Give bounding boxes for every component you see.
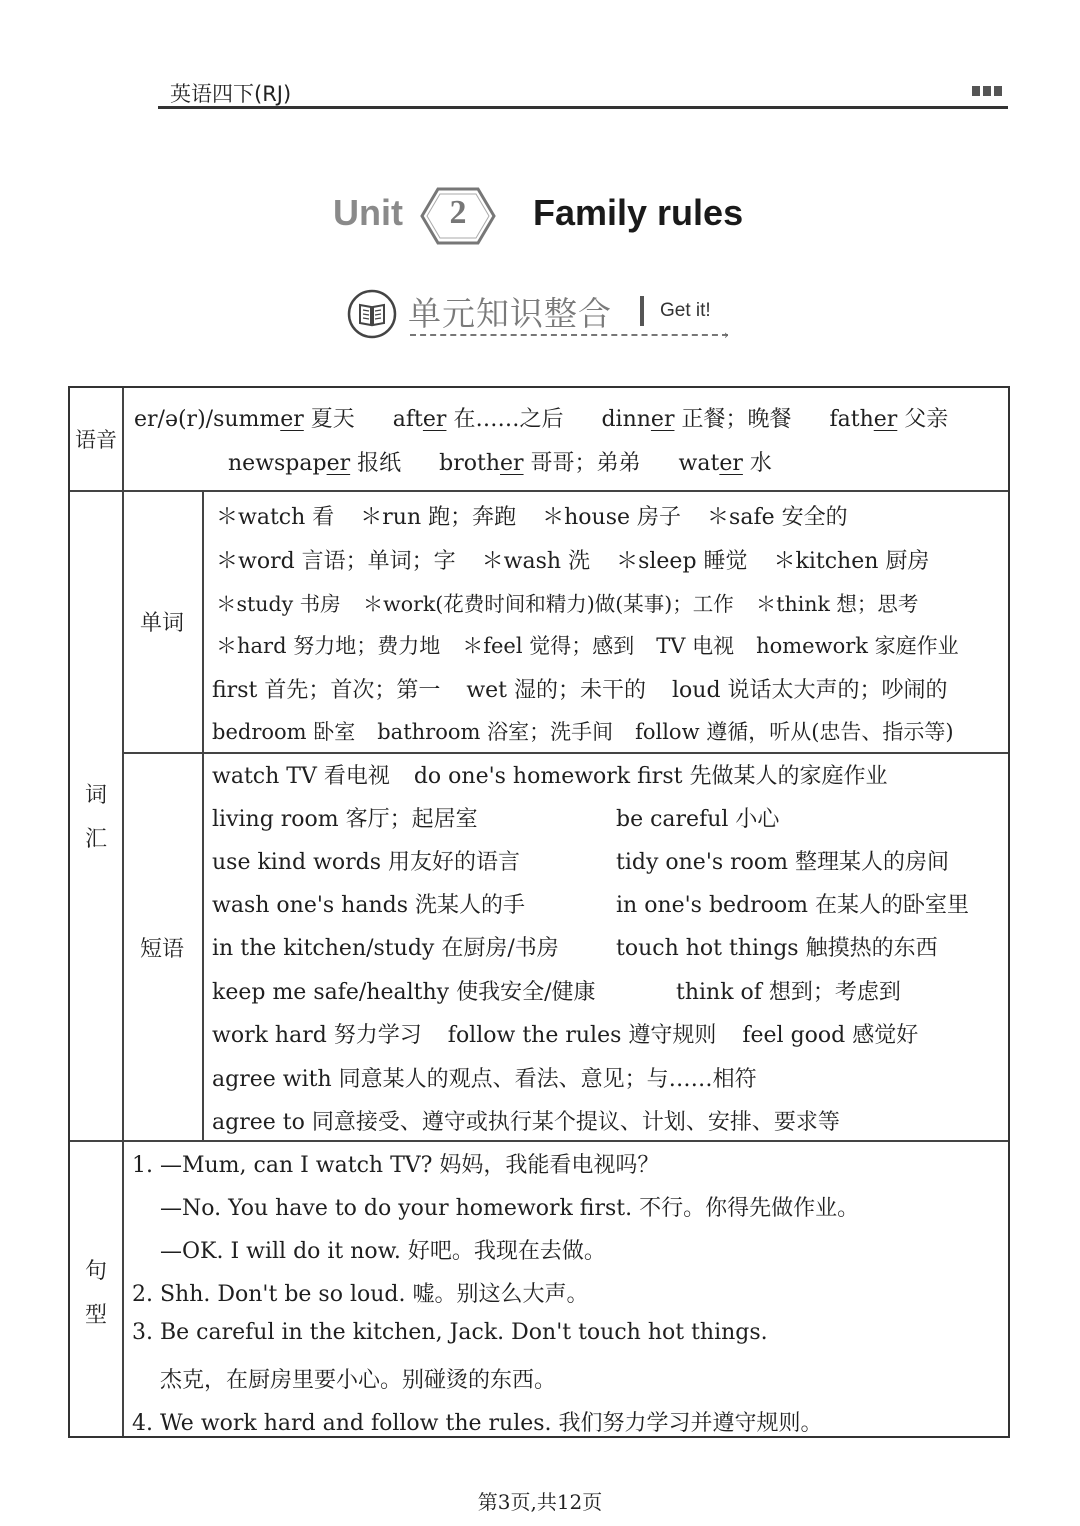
sentence-line: 3. Be careful in the kitchen, Jack. Don't touch hot things. [132,1320,768,1345]
section-title: 单元知识整合 [408,294,612,333]
phrases-line: work hard 努力学习 follow the rules 遵守规则 feel good 感觉好 [212,1023,919,1048]
words-line: ＊word 言语；单词；字 ＊wash 洗 ＊sleep 睡觉 ＊kitchen 厨房 [216,549,930,574]
unit-label: Unit [333,192,403,233]
vocabulary-label-top: 词 [84,783,107,808]
words-line: ＊study 书房 ＊work(花费时间和精力)做(某事)；工作 ＊think 想；思考 [216,592,919,616]
pron-item: after 在……之后 [392,407,564,432]
phrases-line: in one's bedroom 在某人的卧室里 [616,893,970,918]
phrases-line: agree to 同意接受、遵守或执行某个提议、计划、安排、要求等 [212,1110,840,1135]
table-divider [122,388,124,1436]
open-book-icon [346,288,398,340]
words-line: ＊hard 努力地；费力地 ＊feel 觉得；感到 TV 电视 homework 家庭作业 [216,634,959,658]
phrases-line: tidy one's room 整理某人的房间 [616,850,950,875]
pron-item: water 水 [678,451,772,476]
phrases-line: agree with 同意某人的观点、看法、意见；与……相符 [212,1067,757,1092]
words-line: bedroom 卧室 bathroom 浴室；洗手间 follow 遵循，听从(忠告、指示等) [212,720,954,744]
pron-item: father 父亲 [829,407,949,432]
pronunciation-line-1 [134,402,948,433]
phrases-line: use kind words 用友好的语言 [212,850,521,875]
sentence-line: 杰克，在厨房里要小心。别碰烫的东西。 [160,1368,557,1393]
words-line: first 首先；首次；第一 wet 湿的；未干的 loud 说话太大声的；吵闹的 [212,678,948,703]
pronunciation-line-2 [228,446,772,477]
words-label: 单词 [139,611,184,636]
phrases-line: wash one's hands 洗某人的手 [212,893,525,918]
pron-item: newspaper 报纸 [228,451,402,476]
table-divider [122,752,1008,754]
unit-number: 2 [449,194,467,231]
phrases-line: keep me safe/healthy 使我安全/健康 [212,980,596,1005]
sentence-line: 1. —Mum, can I watch TV? 妈妈，我能看电视吗？ [132,1153,660,1178]
sentence-line: —OK. I will do it now. 好吧。我现在去做。 [160,1239,606,1264]
page-number: 第3页,共12页 [477,1490,603,1514]
words-line: ＊watch 看 ＊run 跑；奔跑 ＊house 房子 ＊safe 安全的 [216,505,848,530]
section-divider [640,296,644,326]
header-marks [972,86,1002,96]
unit-title: Family rules [533,192,744,233]
phrases-line: touch hot things 触摸热的东西 [616,936,938,961]
knowledge-table [68,386,1010,1438]
sentences-label-top: 句 [84,1259,107,1284]
pron-item: brother 哥哥；弟弟 [439,451,641,476]
table-divider [202,492,204,1140]
arrow-right-icon: › [724,328,729,342]
phrases-line: living room 客厅；起居室 [212,807,478,832]
section-heading [340,286,740,346]
book-title: 英语四下(RJ) [170,82,292,106]
sentence-line: 2. Shh. Don't be so loud. 嘘。别这么大声。 [132,1282,589,1307]
section-subtitle: Get it! [660,300,711,321]
table-divider [70,1140,1008,1142]
table-divider [70,490,1008,492]
phrases-label: 短语 [139,937,184,962]
vocabulary-label-bottom: 汇 [84,827,107,852]
pronunciation-label: 语音 [75,428,117,452]
phrases-line: be careful 小心 [616,807,780,832]
unit-heading [0,186,1080,246]
section-dashed-line [410,334,728,336]
sentence-line: 4. We work hard and follow the rules. 我们努力学习并遵守规则。 [132,1411,823,1436]
pron-item: dinner 正餐；晚餐 [601,407,792,432]
pron-item: er/ə(r)/summer 夏天 [134,407,355,432]
phrases-line: watch TV 看电视 do one's homework first 先做某人的家庭作业 [212,764,888,789]
phrases-line: in the kitchen/study 在厨房/书房 [212,936,559,961]
phrases-line: think of 想到；考虑到 [676,980,901,1005]
sentences-label-bottom: 型 [84,1303,107,1328]
sentence-line: —No. You have to do your homework first. 不行。你得先做作业。 [160,1196,860,1221]
header-rule [158,106,1008,109]
